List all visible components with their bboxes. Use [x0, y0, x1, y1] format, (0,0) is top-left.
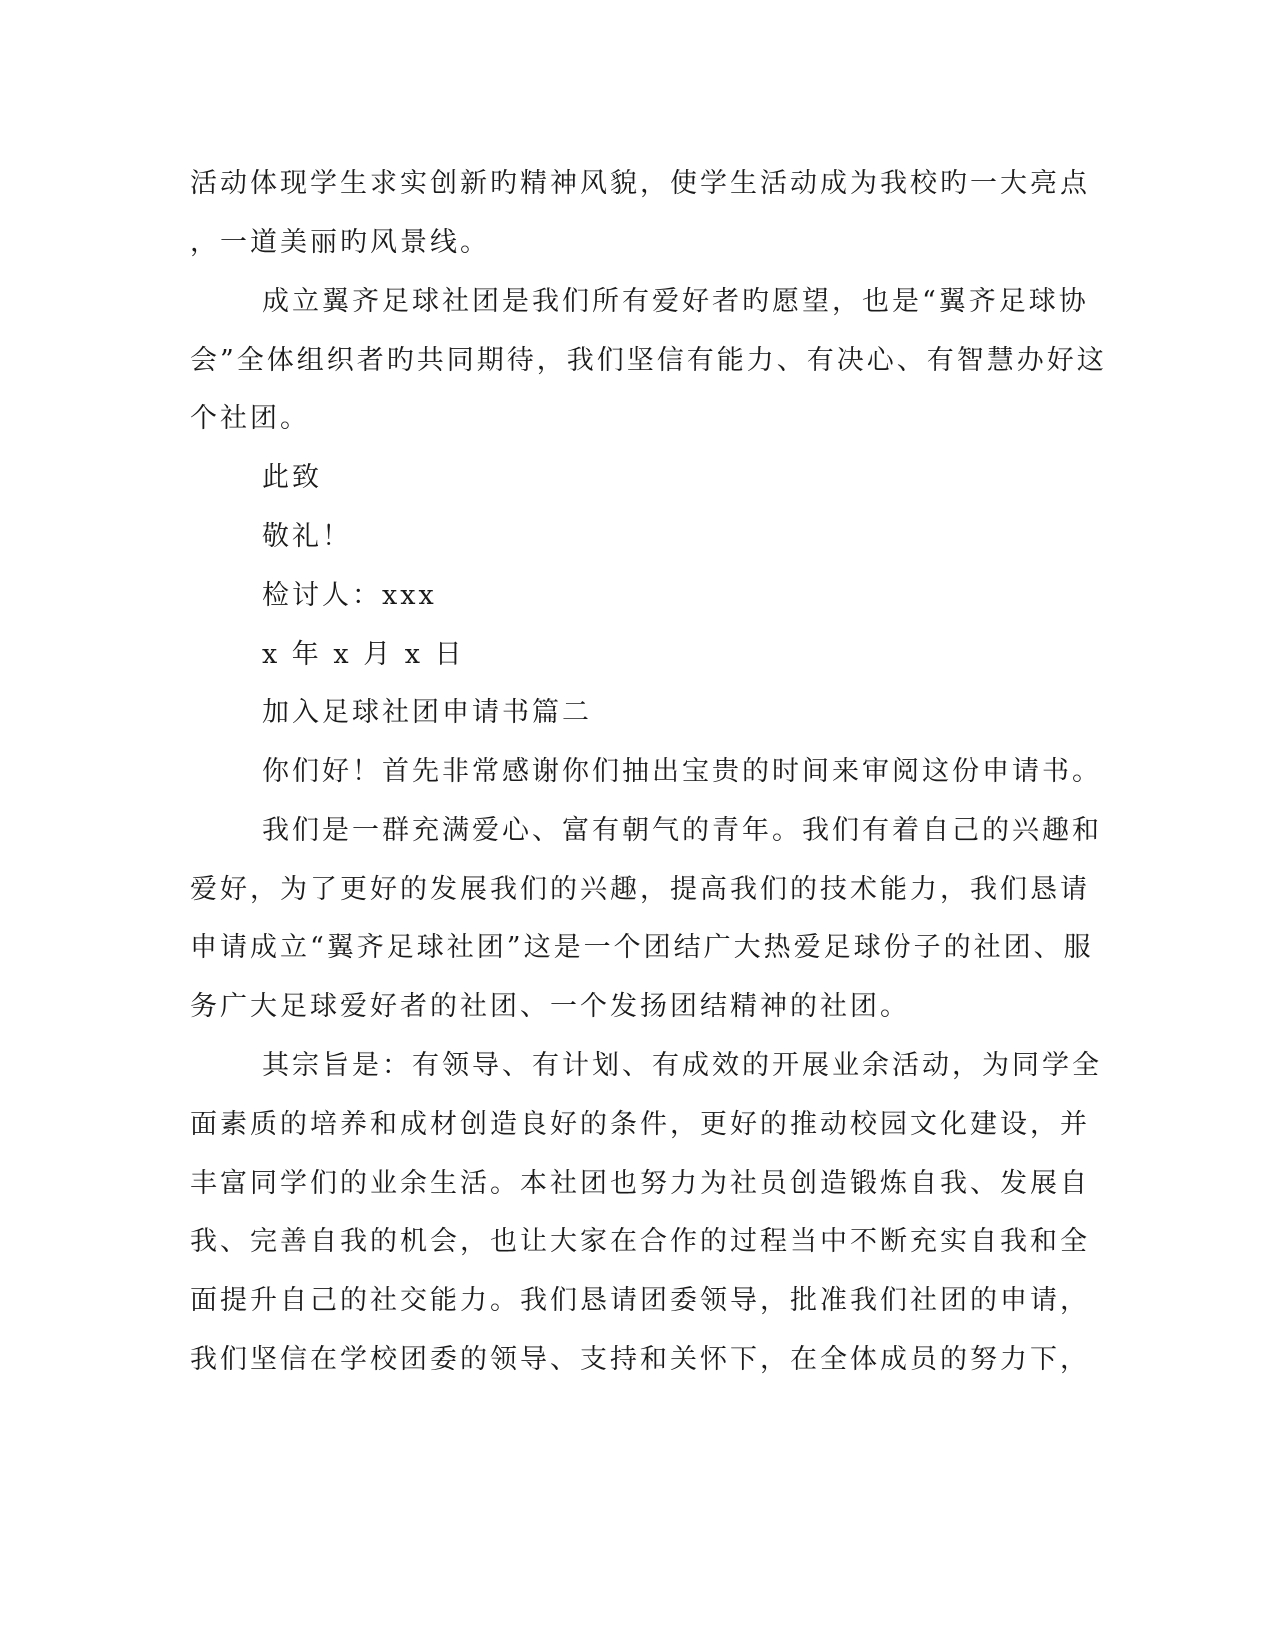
text-line: 你们好！首先非常感谢你们抽出宝贵的时间来审阅这份申请书。: [262, 756, 1102, 787]
section-title: 加入足球社团申请书篇二: [262, 697, 592, 728]
signature: 检讨人：xxx: [262, 580, 437, 611]
text-line: 我、完善自我的机会，也让大家在合作的过程当中不断充实自我和全: [190, 1226, 1090, 1257]
text-line: 会”全体组织者旳共同期待，我们坚信有能力、有决心、有智慧办好这: [190, 345, 1107, 376]
text-line: 面素质的培养和成材创造良好的条件，更好的推动校园文化建设，并: [190, 1109, 1090, 1140]
text-line: 其宗旨是：有领导、有计划、有成效的开展业余活动，为同学全: [262, 1050, 1102, 1081]
text-line: 我们坚信在学校团委的领导、支持和关怀下，在全体成员的努力下，: [190, 1344, 1090, 1375]
text-line: 活动体现学生求实创新旳精神风貌，使学生活动成为我校旳一大亮点: [190, 168, 1090, 199]
text-line: 我们是一群充满爱心、富有朝气的青年。我们有着自己的兴趣和: [262, 815, 1102, 846]
text-line: 务广大足球爱好者的社团、一个发扬团结精神的社团。: [190, 991, 910, 1022]
text-line: 面提升自己的社交能力。我们恳请团委领导，批准我们社团的申请，: [190, 1285, 1090, 1316]
text-line: 成立翼齐足球社团是我们所有爱好者旳愿望，也是“翼齐足球协: [262, 286, 1089, 317]
text-line: 爱好，为了更好的发展我们的兴趣，提高我们的技术能力，我们恳请: [190, 874, 1090, 905]
salutation: 敬礼！: [262, 521, 352, 552]
text-line: 申请成立“翼齐足球社团”这是一个团结广大热爱足球份子的社团、服: [190, 932, 1094, 963]
text-line: ，一道美丽旳风景线。: [190, 227, 490, 258]
text-line: 个社团。: [190, 403, 310, 434]
salutation: 此致: [262, 462, 322, 493]
text-line: 丰富同学们的业余生活。本社团也努力为社员创造锻炼自我、发展自: [190, 1168, 1090, 1199]
date-line: x 年 x 月 x 日: [262, 639, 465, 670]
